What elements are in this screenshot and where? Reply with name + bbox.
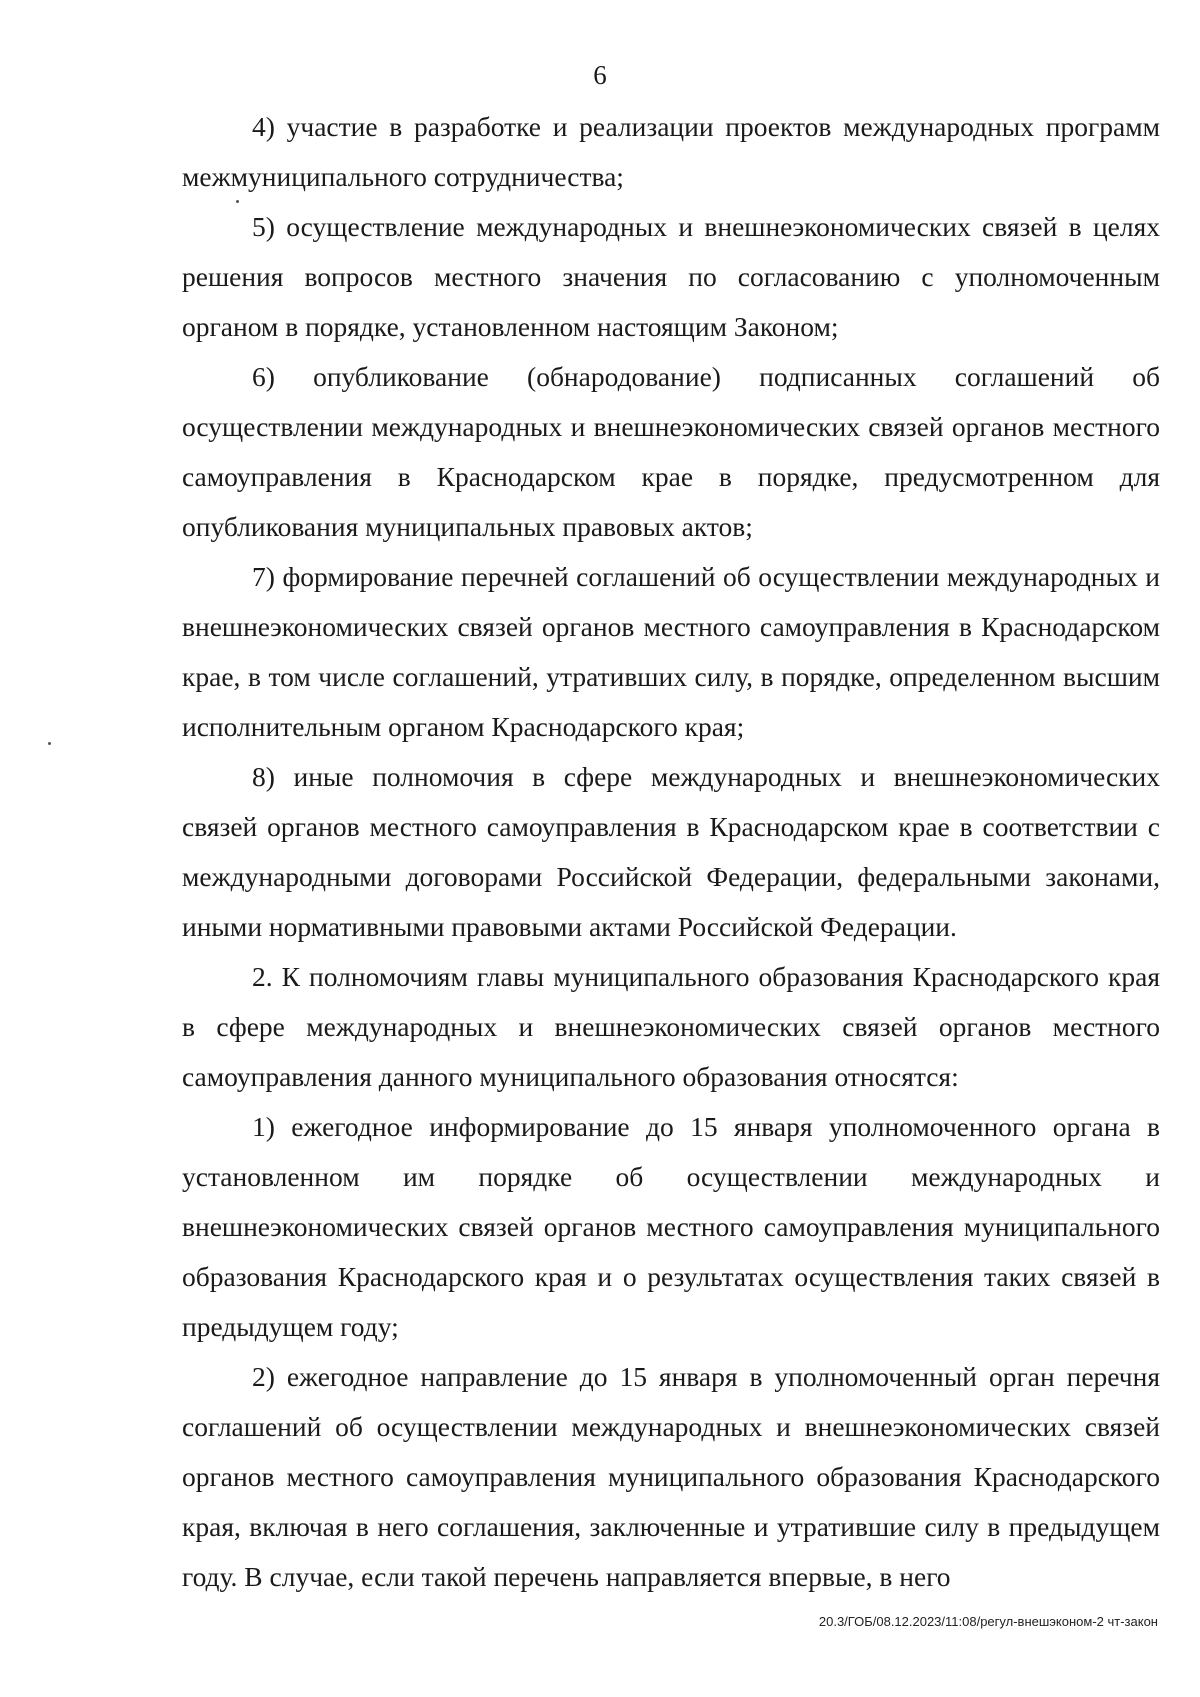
paragraph-subitem-1: 1) ежегодное информирование до 15 января уполномоченного органа в установленном им порядке об осуществлении международных и внешнеэкономических связей органов местного самоуправления муниципального образования Краснодарского края и о результатах осуществления таких связей в предыдущем году; [182, 1111, 1160, 1342]
footer-reference: 20.3/ГОБ/08.12.2023/11:08/регул-внешэконом-2 чт-закон [818, 1614, 1158, 1629]
body-text [182, 102, 1160, 1602]
page-number: 6 [593, 60, 607, 90]
paragraph-item-5: 5) осуществление международных и внешнеэкономических связей в целях решения вопросов местного значения по согласованию с уполномоченным органом в порядке, установленном настоящим Законом; [182, 211, 1160, 342]
paragraph-item-7: 7) формирование перечней соглашений об осуществлении международных и внешнеэкономических связей органов местного самоуправления в Краснодарском крае, в том числе соглашений, утративших силу, в порядке, определенном высшим исполнительным органом Краснодарского края; [182, 561, 1160, 742]
paragraph-section-2: 2. К полномочиям главы муниципального образования Краснодарского края в сфере международных и внешнеэкономических связей органов местного самоуправления данного муниципального образования относятся: [182, 961, 1160, 1092]
paragraph-item-6: 6) опубликование (обнародование) подписанных соглашений об осуществлении международных и внешнеэкономических связей органов местного самоуправления в Краснодарском крае в порядке, предусмотренном для опубликования муниципальных правовых актов; [182, 361, 1160, 542]
scan-speck [48, 742, 51, 745]
paragraph-subitem-2: 2) ежегодное направление до 15 января в уполномоченный орган перечня соглашений об осуществлении международных и внешнеэкономических связей органов местного самоуправления муниципального образования Краснодарского края, включая в него соглашения, заключенные и утратившие силу в предыдущем году. В случае, если такой перечень направляется впервые, в него [182, 1361, 1160, 1592]
paragraph-item-4: 4) участие в разработке и реализации проектов международных программ межмуниципального сотрудничества; [182, 111, 1160, 192]
scan-speck [236, 200, 239, 203]
paragraph-item-8: 8) иные полномочия в сфере международных и внешнеэкономических связей органов местного самоуправления в Краснодарском крае в соответствии с международными договорами Российской Федерации, федеральными законами, иными нормативными правовыми актами Российской Федерации. [182, 761, 1160, 942]
